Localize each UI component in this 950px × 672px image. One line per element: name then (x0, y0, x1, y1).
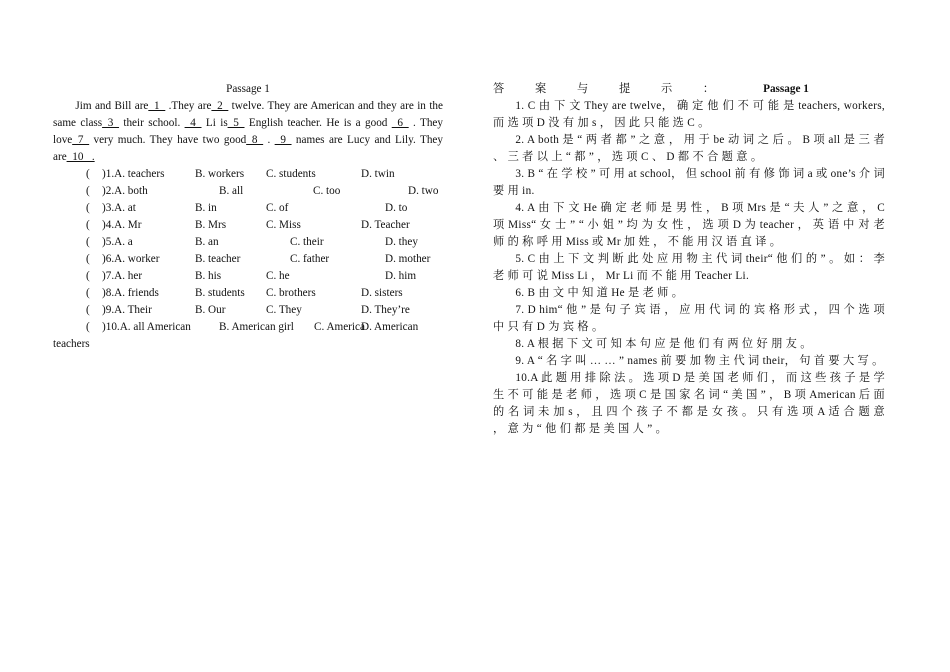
answer-paren: ( (86, 321, 90, 333)
option-c: C. of (266, 202, 289, 214)
option-d: D. him (385, 270, 417, 282)
blank: _9_ (274, 134, 292, 146)
blank: _1_ (148, 100, 166, 112)
option-c: C. father (290, 253, 330, 265)
answer-item: 4. A 由 下 文 He 确 定 老 师 是 男 性 ， B 项 Mrs 是 “ 夫 人 ” 之 意 ， C 项 Miss“ 女 士 ” “ 小 姐 ” 均 为 女 性 ， 选 项 D 为 teacher ， 英 语 中 对 老 师 的 称 呼 用 Miss 或 Mr 加 姓 ， 不 能 用 汉 语 直 译 。 (493, 202, 885, 248)
answer-item: 10.A 此 题 用 排 除 法 。 选 项 D 是 美 国 老 师 们 ， 而 这 些 孩 子 是 学 生 不 可 能 是 老 师 ， 选 项 C 是 国 家 名 词 “ 美 国 ” ， B 项 American 后 面 的 名 词 未 加 s ， 且 四 个 孩 子 不 都 是 女 孩 。 只 有 选 项 A 适 合 题 意 ， 意 为 “ 他 们 都 是 美 国 人 ” 。 (493, 372, 885, 435)
option-d: D. American (361, 321, 419, 333)
passage-segment: . (263, 134, 275, 146)
option-c: C. America (314, 321, 365, 333)
blank: _7_ (72, 134, 90, 146)
option-c: C. brothers (266, 287, 316, 299)
answer-paren: ( (86, 219, 90, 231)
passage-segment: English teacher. He is a good (244, 117, 392, 129)
passage-title: Passage 1 (226, 83, 270, 95)
question-row (53, 217, 443, 234)
option-d: D. sisters (361, 287, 403, 299)
question-list (53, 166, 443, 336)
answer-item: 9. A “ 名 字 叫 … … ” names 前 要 加 物 主 代 词 their， 句 首 要 大 写 。 (515, 355, 884, 367)
answer-label: 答 案 与 提 示 ： (493, 83, 729, 95)
option-d: D. mother (385, 253, 431, 265)
option-a: )5.A. a (102, 236, 133, 248)
answer-paren: ( (86, 304, 90, 316)
option-d: D. to (385, 202, 408, 214)
option-a: )10.A. all American (102, 321, 191, 333)
option-c: C. students (266, 168, 316, 180)
option-d: D. Teacher (361, 219, 410, 231)
option-c: C. They (266, 304, 302, 316)
option-b: B. in (195, 202, 217, 214)
blank: _6_ (391, 117, 409, 129)
answer-paren: ( (86, 270, 90, 282)
blank: _10_ . (66, 151, 95, 163)
option-b: B. all (219, 185, 244, 197)
option-c: C. Miss (266, 219, 301, 231)
passage-segment: . They love (53, 117, 443, 146)
question-row (53, 319, 443, 336)
answer-paren: ( (86, 185, 90, 197)
option-a: )1.A. teachers (102, 168, 165, 180)
answer-paren: ( (86, 202, 90, 214)
option-c: C. he (266, 270, 290, 282)
option-b: B. Our (195, 304, 226, 316)
question-row (53, 302, 443, 319)
option-a: )4.A. Mr (102, 219, 142, 231)
option-d: D. They’re (361, 304, 410, 316)
question-row (53, 251, 443, 268)
blank: _5_ (227, 117, 245, 129)
option-b: B. an (195, 236, 219, 248)
answer-paren: ( (86, 168, 90, 180)
answer-paren: ( (86, 253, 90, 265)
answer-passage-title: Passage 1 (763, 83, 809, 95)
passage-segment: .They are (165, 100, 212, 112)
option-a: )2.A. both (102, 185, 148, 197)
option-b: B. American girl (219, 321, 294, 333)
passage-segment: very much. They have two good (89, 134, 247, 146)
question-row (53, 268, 443, 285)
option-a: )7.A. her (102, 270, 143, 282)
blank: _4_ (184, 117, 202, 129)
option-a: )6.A. worker (102, 253, 160, 265)
passage-segment: Li is (201, 117, 228, 129)
option-d: D. two (408, 185, 439, 197)
answer-item: 2. A both 是 “ 两 者 都 ” 之 意 ， 用 于 be 动 词 之 后 。 B 项 all 是 三 者 、 三 者 以 上 “ 都 ” ， 选 项 C 、 D 都 不 合 题 意 。 (493, 134, 885, 163)
answer-item: 7. D him“ 他 ” 是 句 子 宾 语 ， 应 用 代 词 的 宾 格 形 式 ， 四 个 选 项 中 只 有 D 为 宾 格 。 (493, 304, 885, 333)
option-a: )9.A. Their (102, 304, 152, 316)
passage-segment: twelve. They are American and they are in the same class (53, 100, 443, 129)
passage-text (53, 98, 443, 166)
passage-paragraph (53, 98, 443, 166)
option-a: )8.A. friends (102, 287, 159, 299)
answer-list (493, 98, 885, 438)
blank: _2_ (211, 100, 229, 112)
passage-segment: names are Lucy and Lily. They are (53, 134, 443, 163)
answer-item: 5. C 由 上 下 文 判 断 此 处 应 用 物 主 代 词 their“ 他 们 的 ” 。 如 ： 李 老 师 可 说 Miss Li ， Mr Li 而 不 能 用 Teacher Li. (493, 253, 885, 282)
option-a: )3.A. at (102, 202, 136, 214)
option-d: D. they (385, 236, 418, 248)
option-b: B. Mrs (195, 219, 227, 231)
question-row (53, 285, 443, 302)
blank: _8_ (246, 134, 264, 146)
option-b: B. his (195, 270, 222, 282)
option-b: B. students (195, 287, 245, 299)
blank: _3_ (102, 117, 119, 129)
answer-item: 1. C 由 下 文 They are twelve， 确 定 他 们 不 可 能 是 teachers, workers, 而 选 项 D 没 有 加 s ， 因 此 只 能 选 C 。 (493, 100, 885, 129)
question-row (53, 183, 443, 200)
answer-header (493, 81, 885, 98)
answer-column (493, 81, 885, 438)
option-c: C. too (313, 185, 341, 197)
option-c: C. their (290, 236, 324, 248)
question-row (53, 166, 443, 183)
q10-continuation: teachers (53, 338, 90, 350)
answer-paren: ( (86, 236, 90, 248)
answer-item: 3. B “ 在 学 校 ” 可 用 at school， 但 school 前 有 修 饰 词 a 或 one’s 介 词 要 用 in. (493, 168, 885, 197)
option-d: D. twin (361, 168, 395, 180)
passage-segment: their school. (118, 117, 185, 129)
answer-item: 6. B 由 文 中 知 道 He 是 老 师 。 (515, 287, 684, 299)
question-row (53, 200, 443, 217)
passage-column (53, 81, 443, 353)
option-b: B. workers (195, 168, 245, 180)
answer-item: 8. A 根 据 下 文 可 知 本 句 应 是 他 们 有 两 位 好 朋 友 。 (515, 338, 812, 350)
option-b: B. teacher (195, 253, 241, 265)
question-row (53, 234, 443, 251)
passage-segment: Jim and Bill are (75, 100, 149, 112)
answer-paren: ( (86, 287, 90, 299)
